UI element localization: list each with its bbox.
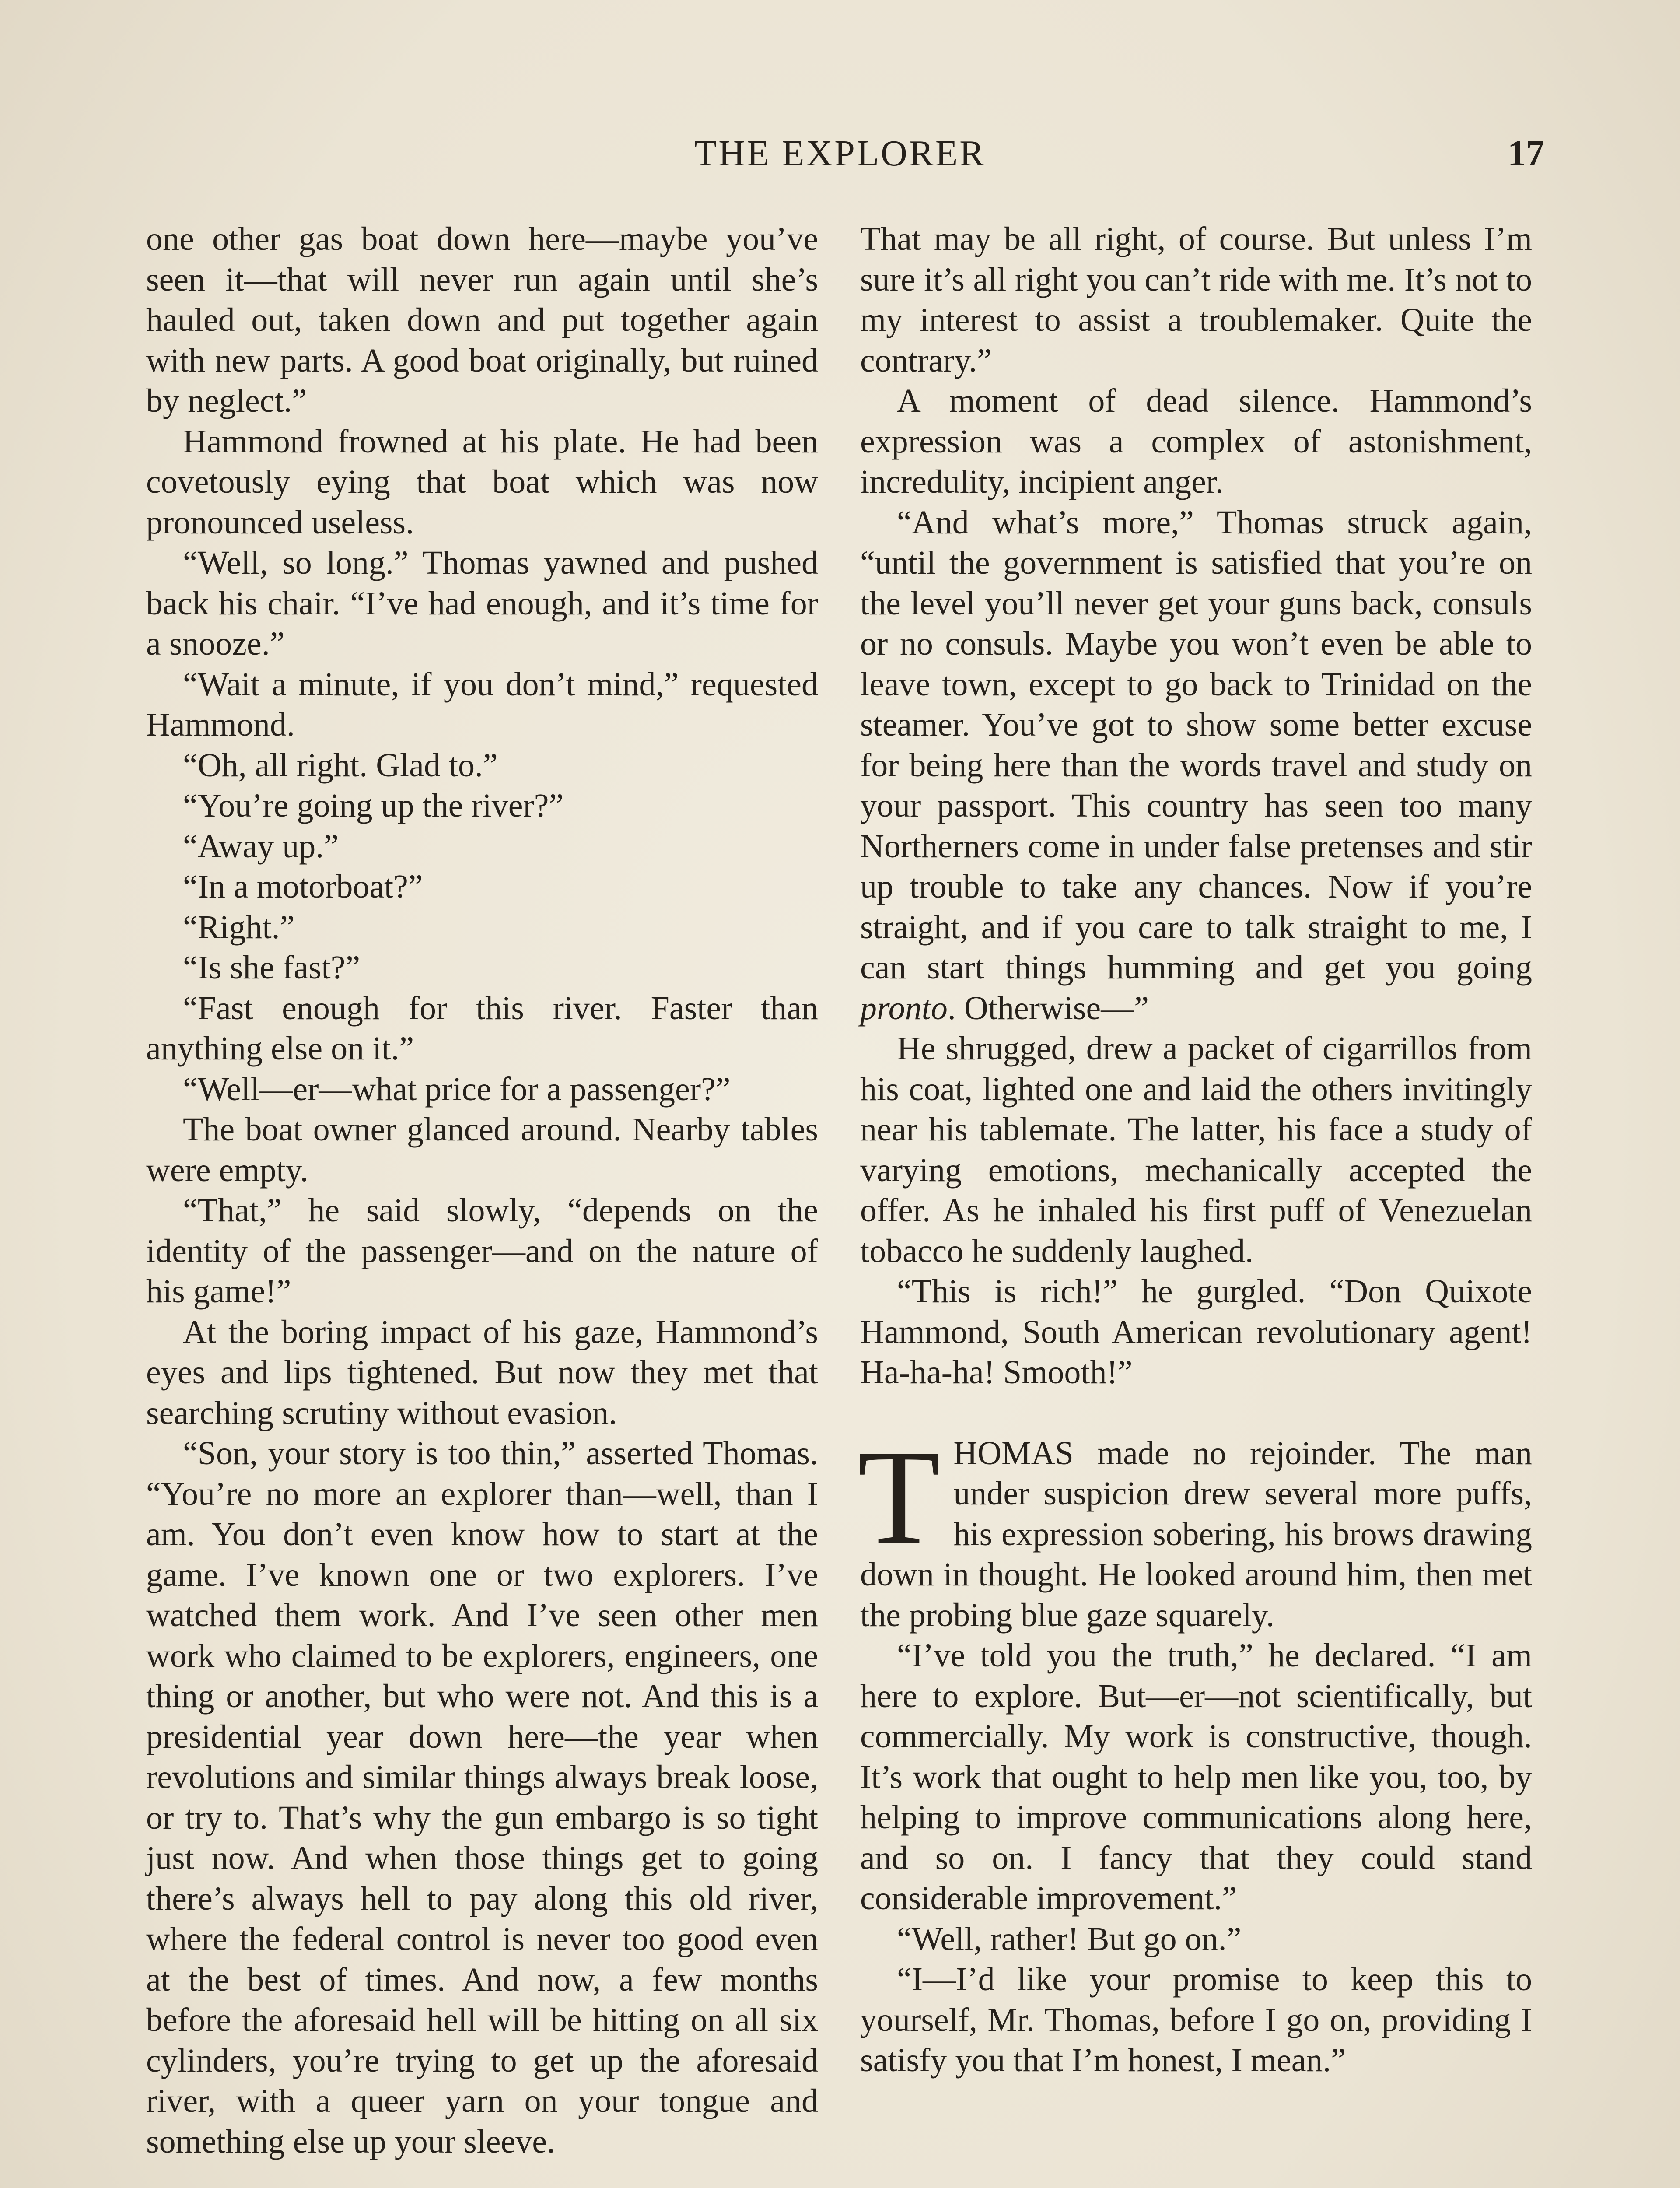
paragraph: “Is she fast?”	[183, 949, 360, 986]
right-text-column	[860, 219, 1532, 2081]
paragraph: “Wait a minute, if you don’t mind,” requested Hammond.	[146, 666, 818, 743]
paragraph: “In a motorboat?”	[183, 868, 423, 905]
paragraph: Hammond frowned at his plate. He had been covetously eying that boat which was now pronounced useless.	[146, 423, 818, 541]
paragraph: “Well—er—what price for a passenger?”	[183, 1070, 731, 1108]
paragraph: “Son, your story is too thin,” asserted Thomas. “You’re no more an explorer than—well, than I am. You don’t even know how to start at the game. I’ve known one or two explorers. I’ve watched them work. And I’ve seen other men work who claimed to be explorers, engineers, one thing or another, but who were not. And this is a presidential year down here—the year when revolutions and similar things always break loose, or try to. That’s why the gun embargo is so tight just now. And when those things get to going there’s always hell to pay along this old river, where the federal control is never too good even at the best of times. And now, a few months before the aforesaid hell will be hitting on all six cylinders, you’re trying to get up the aforesaid river, with a queer yarn on your tongue and something else up your sleeve.	[146, 1435, 818, 2160]
paragraph: “Well, so long.” Thomas yawned and pushed back his chair. “I’ve had enough, and it’s time for a snooze.”	[146, 544, 818, 662]
paragraph: A moment of dead silence. Hammond’s expression was a complex of astonishment, incredulity, incipient anger.	[860, 382, 1532, 500]
paragraph-text: HOMAS made no rejoinder. The man under suspicion drew several more puffs, his expression sobering, his brows drawing down in thought. He looked around him, then met the probing blue gaze squarely.	[860, 1434, 1532, 1634]
paragraph: “Oh, all right. Glad to.”	[183, 747, 498, 784]
emphasis: pronto	[860, 989, 948, 1027]
paragraph: “This is rich!” he gurgled. “Don Quixote Hammond, South American revolutionary agent! Ha-ha-ha! Smooth!”	[860, 1273, 1532, 1391]
running-title: THE EXPLORER	[694, 133, 986, 174]
section-opening-paragraph	[858, 1422, 1532, 1636]
drop-cap: T	[858, 1422, 941, 1572]
left-text-column	[146, 219, 818, 2162]
paragraph: one other gas boat down here—maybe you’ve seen it—that will never run again until she’s hauled out, taken down and put together again with new parts. A good boat originally, but ruined by neglect.”	[146, 221, 818, 419]
paragraph: “Right.”	[183, 908, 295, 946]
paragraph: “And what’s more,” Thomas struck again, “until the government is satisfied that you’re on the level you’ll never get your guns back, consuls or no consuls. Maybe you won’t even be able to leave town, except to go back to Trinidad on the steamer. You’ve got to show some better excuse for being here than the words travel and study on your passport. This country has seen too many Northerners come in under false pretenses and stir up trouble to take any chances. Now if you’re straight, and if you care to talk straight to me, I can start things humming and get you going pronto. Otherwise—”	[860, 504, 1532, 1027]
paragraph: “You’re going up the river?”	[183, 787, 564, 824]
paragraph: At the boring impact of his gaze, Hammond’s eyes and lips tightened. But now they met that searching scrutiny without evasion.	[146, 1313, 818, 1431]
paragraph: He shrugged, drew a packet of cigarrillos from his coat, lighted one and laid the others invitingly near his tablemate. The latter, his face a study of varying emotions, mechanically accepted the offer. As he inhaled his first puff of Venezuelan tobacco he suddenly laughed.	[860, 1030, 1532, 1269]
paragraph: “Well, rather! But go on.”	[897, 1920, 1242, 1957]
running-head	[0, 130, 1680, 178]
paragraph: “Away up.”	[183, 828, 339, 865]
page-number: 17	[1508, 133, 1544, 174]
paragraph: That may be all right, of course. But unless I’m sure it’s all right you can’t ride with me. It’s not to my interest to assist a troublemaker. Quite the contrary.”	[860, 221, 1532, 379]
paragraph: “Fast enough for this river. Faster than anything else on it.”	[146, 989, 818, 1067]
paragraph: The boat owner glanced around. Nearby tables were empty.	[146, 1111, 818, 1189]
paragraph: “I—I’d like your promise to keep this to yourself, Mr. Thomas, before I go on, providing I satisfy you that I’m honest, I mean.”	[860, 1961, 1532, 2079]
paragraph: “I’ve told you the truth,” he declared. “I am here to explore. But—er—not scientifically, but commercially. My work is constructive, though. It’s work that ought to help men like you, too, by helping to improve communications along here, and so on. I fancy that they could stand considerable improvement.”	[860, 1637, 1532, 1917]
paragraph: “That,” he said slowly, “depends on the identity of the passenger—and on the nature of his game!”	[146, 1192, 818, 1310]
